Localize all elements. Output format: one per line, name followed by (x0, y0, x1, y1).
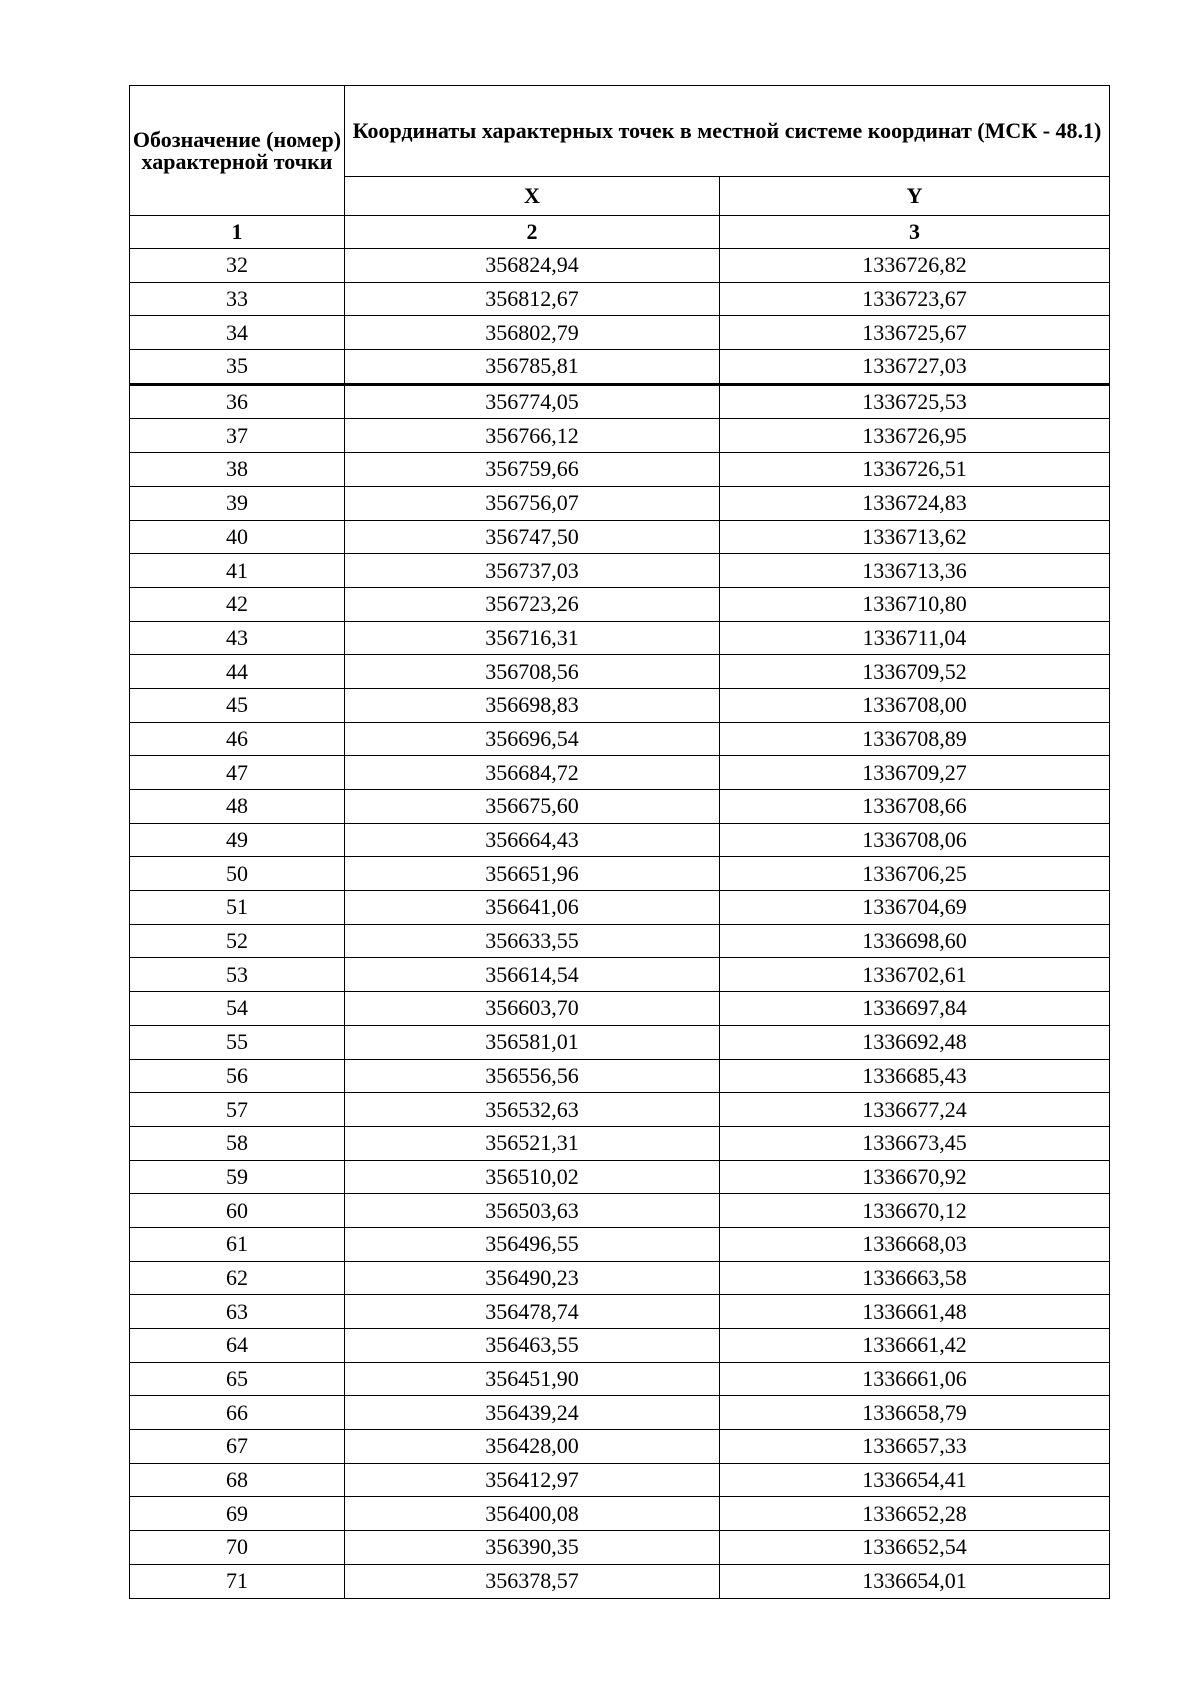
point-number-cell: 61 (130, 1227, 345, 1261)
y-coordinate-cell: 1336708,00 (720, 688, 1110, 722)
x-coordinate-cell: 356723,26 (345, 587, 720, 621)
point-number-cell: 38 (130, 453, 345, 487)
y-coordinate-cell: 1336670,92 (720, 1160, 1110, 1194)
point-number-cell: 70 (130, 1531, 345, 1565)
y-coordinate-cell: 1336652,28 (720, 1497, 1110, 1531)
point-number-cell: 33 (130, 282, 345, 316)
table-body (130, 249, 1110, 1599)
y-coordinate-cell: 1336673,45 (720, 1126, 1110, 1160)
y-coordinate-cell: 1336654,41 (720, 1463, 1110, 1497)
point-number-cell: 48 (130, 790, 345, 824)
x-coordinate-cell: 356603,70 (345, 992, 720, 1026)
table-row (130, 958, 1110, 992)
point-number-cell: 34 (130, 316, 345, 350)
y-coordinate-cell: 1336725,67 (720, 316, 1110, 350)
y-coordinate-cell: 1336710,80 (720, 587, 1110, 621)
y-coordinate-cell: 1336708,66 (720, 790, 1110, 824)
table-row (130, 924, 1110, 958)
column-number-1: 1 (130, 216, 345, 249)
y-coordinate-cell: 1336726,51 (720, 453, 1110, 487)
table-row (130, 1261, 1110, 1295)
table-row (130, 587, 1110, 621)
x-coordinate-cell: 356684,72 (345, 756, 720, 790)
table-row (130, 1497, 1110, 1531)
point-number-cell: 57 (130, 1093, 345, 1127)
point-number-cell: 67 (130, 1430, 345, 1464)
table-row (130, 419, 1110, 453)
point-number-cell: 47 (130, 756, 345, 790)
table-row (130, 1430, 1110, 1464)
point-number-cell: 52 (130, 924, 345, 958)
table-row (130, 756, 1110, 790)
x-coordinate-cell: 356664,43 (345, 823, 720, 857)
point-number-cell: 49 (130, 823, 345, 857)
y-coordinate-cell: 1336685,43 (720, 1059, 1110, 1093)
point-number-cell: 43 (130, 621, 345, 655)
x-coordinate-cell: 356698,83 (345, 688, 720, 722)
point-number-cell: 53 (130, 958, 345, 992)
point-number-cell: 55 (130, 1025, 345, 1059)
x-coordinate-cell: 356651,96 (345, 857, 720, 891)
point-number-cell: 36 (130, 384, 345, 419)
y-coordinate-cell: 1336661,42 (720, 1329, 1110, 1363)
x-coordinate-cell: 356400,08 (345, 1497, 720, 1531)
point-number-cell: 42 (130, 587, 345, 621)
x-coordinate-cell: 356581,01 (345, 1025, 720, 1059)
y-coordinate-cell: 1336704,69 (720, 891, 1110, 925)
x-coordinate-cell: 356747,50 (345, 520, 720, 554)
x-coordinate-cell: 356614,54 (345, 958, 720, 992)
table-row (130, 857, 1110, 891)
y-coordinate-cell: 1336726,95 (720, 419, 1110, 453)
table-row (130, 688, 1110, 722)
column-number-3: 3 (720, 216, 1110, 249)
table-row (130, 1227, 1110, 1261)
x-coordinate-cell: 356510,02 (345, 1160, 720, 1194)
point-designation-header: Обозначение (номер) характерной точки (130, 86, 345, 216)
x-column-header: X (345, 177, 720, 216)
y-coordinate-cell: 1336668,03 (720, 1227, 1110, 1261)
point-number-cell: 71 (130, 1564, 345, 1598)
table-row (130, 1160, 1110, 1194)
x-coordinate-cell: 356824,94 (345, 249, 720, 283)
table-row (130, 316, 1110, 350)
y-coordinate-cell: 1336713,36 (720, 554, 1110, 588)
table-row (130, 486, 1110, 520)
x-coordinate-cell: 356521,31 (345, 1126, 720, 1160)
x-coordinate-cell: 356451,90 (345, 1362, 720, 1396)
column-number-2: 2 (345, 216, 720, 249)
point-number-cell: 45 (130, 688, 345, 722)
point-number-cell: 44 (130, 655, 345, 689)
x-coordinate-cell: 356802,79 (345, 316, 720, 350)
y-coordinate-cell: 1336663,58 (720, 1261, 1110, 1295)
y-coordinate-cell: 1336657,33 (720, 1430, 1110, 1464)
y-coordinate-cell: 1336661,48 (720, 1295, 1110, 1329)
x-coordinate-cell: 356696,54 (345, 722, 720, 756)
table-row (130, 823, 1110, 857)
x-coordinate-cell: 356633,55 (345, 924, 720, 958)
y-coordinate-cell: 1336670,12 (720, 1194, 1110, 1228)
x-coordinate-cell: 356708,56 (345, 655, 720, 689)
y-column-header: Y (720, 177, 1110, 216)
table-row (130, 1329, 1110, 1363)
x-coordinate-cell: 356503,63 (345, 1194, 720, 1228)
table-row (130, 520, 1110, 554)
x-coordinate-cell: 356378,57 (345, 1564, 720, 1598)
y-coordinate-cell: 1336692,48 (720, 1025, 1110, 1059)
table-row (130, 790, 1110, 824)
coordinates-table (129, 85, 1110, 1599)
table-row (130, 1025, 1110, 1059)
y-coordinate-cell: 1336709,52 (720, 655, 1110, 689)
table-row (130, 1059, 1110, 1093)
point-number-cell: 37 (130, 419, 345, 453)
table-row (130, 891, 1110, 925)
x-coordinate-cell: 356490,23 (345, 1261, 720, 1295)
x-coordinate-cell: 356463,55 (345, 1329, 720, 1363)
x-coordinate-cell: 356766,12 (345, 419, 720, 453)
point-number-cell: 51 (130, 891, 345, 925)
table-row (130, 554, 1110, 588)
table-row (130, 1295, 1110, 1329)
point-number-cell: 63 (130, 1295, 345, 1329)
x-coordinate-cell: 356812,67 (345, 282, 720, 316)
y-coordinate-cell: 1336698,60 (720, 924, 1110, 958)
table-row (130, 722, 1110, 756)
y-coordinate-cell: 1336726,82 (720, 249, 1110, 283)
point-number-cell: 62 (130, 1261, 345, 1295)
y-coordinate-cell: 1336677,24 (720, 1093, 1110, 1127)
coordinate-system-header: Координаты характерных точек в местной системе координат (МСК - 48.1) (345, 86, 1110, 177)
table-row (130, 384, 1110, 419)
point-number-cell: 56 (130, 1059, 345, 1093)
y-coordinate-cell: 1336709,27 (720, 756, 1110, 790)
point-number-cell: 46 (130, 722, 345, 756)
x-coordinate-cell: 356641,06 (345, 891, 720, 925)
y-coordinate-cell: 1336652,54 (720, 1531, 1110, 1565)
table-row (130, 453, 1110, 487)
x-coordinate-cell: 356496,55 (345, 1227, 720, 1261)
table-row (130, 992, 1110, 1026)
y-coordinate-cell: 1336727,03 (720, 350, 1110, 385)
table-row (130, 1463, 1110, 1497)
point-number-cell: 41 (130, 554, 345, 588)
table-row (130, 249, 1110, 283)
y-coordinate-cell: 1336706,25 (720, 857, 1110, 891)
x-coordinate-cell: 356428,00 (345, 1430, 720, 1464)
point-number-cell: 35 (130, 350, 345, 385)
table-row (130, 1093, 1110, 1127)
point-number-cell: 32 (130, 249, 345, 283)
x-coordinate-cell: 356390,35 (345, 1531, 720, 1565)
table-header (130, 86, 1110, 249)
point-number-cell: 39 (130, 486, 345, 520)
x-coordinate-cell: 356556,56 (345, 1059, 720, 1093)
y-coordinate-cell: 1336708,06 (720, 823, 1110, 857)
point-number-cell: 59 (130, 1160, 345, 1194)
x-coordinate-cell: 356532,63 (345, 1093, 720, 1127)
point-number-cell: 69 (130, 1497, 345, 1531)
x-coordinate-cell: 356478,74 (345, 1295, 720, 1329)
table-row (130, 1126, 1110, 1160)
point-number-cell: 60 (130, 1194, 345, 1228)
x-coordinate-cell: 356439,24 (345, 1396, 720, 1430)
x-coordinate-cell: 356675,60 (345, 790, 720, 824)
table-row (130, 1362, 1110, 1396)
table-row (130, 350, 1110, 385)
table-row (130, 621, 1110, 655)
point-number-cell: 50 (130, 857, 345, 891)
x-coordinate-cell: 356737,03 (345, 554, 720, 588)
y-coordinate-cell: 1336711,04 (720, 621, 1110, 655)
point-number-cell: 65 (130, 1362, 345, 1396)
x-coordinate-cell: 356716,31 (345, 621, 720, 655)
y-coordinate-cell: 1336654,01 (720, 1564, 1110, 1598)
y-coordinate-cell: 1336661,06 (720, 1362, 1110, 1396)
point-number-cell: 40 (130, 520, 345, 554)
x-coordinate-cell: 356412,97 (345, 1463, 720, 1497)
point-number-cell: 54 (130, 992, 345, 1026)
y-coordinate-cell: 1336702,61 (720, 958, 1110, 992)
y-coordinate-cell: 1336713,62 (720, 520, 1110, 554)
y-coordinate-cell: 1336658,79 (720, 1396, 1110, 1430)
x-coordinate-cell: 356759,66 (345, 453, 720, 487)
table-row (130, 282, 1110, 316)
point-number-cell: 64 (130, 1329, 345, 1363)
y-coordinate-cell: 1336697,84 (720, 992, 1110, 1026)
point-number-cell: 66 (130, 1396, 345, 1430)
point-number-cell: 68 (130, 1463, 345, 1497)
point-number-cell: 58 (130, 1126, 345, 1160)
table-row (130, 1194, 1110, 1228)
table-row (130, 1531, 1110, 1565)
table-row (130, 1396, 1110, 1430)
x-coordinate-cell: 356785,81 (345, 350, 720, 385)
table-row (130, 655, 1110, 689)
y-coordinate-cell: 1336724,83 (720, 486, 1110, 520)
y-coordinate-cell: 1336723,67 (720, 282, 1110, 316)
table-row (130, 1564, 1110, 1598)
y-coordinate-cell: 1336725,53 (720, 384, 1110, 419)
x-coordinate-cell: 356756,07 (345, 486, 720, 520)
x-coordinate-cell: 356774,05 (345, 384, 720, 419)
y-coordinate-cell: 1336708,89 (720, 722, 1110, 756)
